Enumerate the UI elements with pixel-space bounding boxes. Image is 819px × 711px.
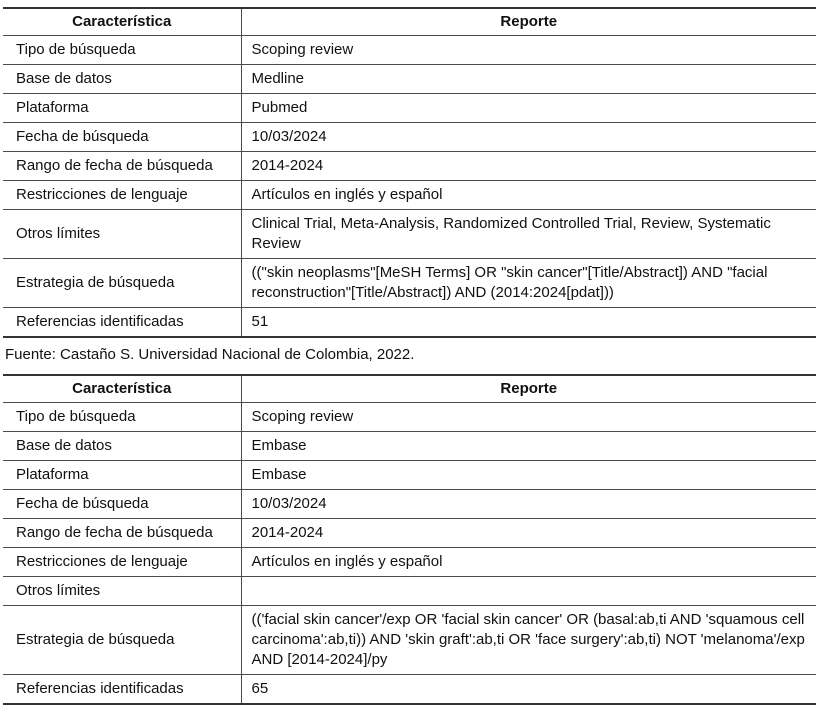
- row-value: 10/03/2024: [241, 123, 816, 152]
- row-value: Embase: [241, 461, 816, 490]
- row-label: Rango de fecha de búsqueda: [3, 152, 241, 181]
- row-value: Artículos en inglés y español: [241, 548, 816, 577]
- embase-search-table: [3, 374, 816, 705]
- table-row: [3, 259, 816, 308]
- header-row: [3, 8, 816, 36]
- row-label: Base de datos: [3, 432, 241, 461]
- row-label: Restricciones de lenguaje: [3, 181, 241, 210]
- row-value: Artículos en inglés y español: [241, 181, 816, 210]
- row-value: 10/03/2024: [241, 490, 816, 519]
- row-value: Clinical Trial, Meta-Analysis, Randomized Controlled Trial, Review, Systematic Review: [241, 210, 816, 259]
- row-value: 65: [251, 680, 269, 697]
- table-row: [3, 548, 816, 577]
- column-header-reporte: Reporte: [241, 8, 816, 36]
- source-caption: Fuente: Castaño S. Universidad Nacional de Colombia, 2022.: [5, 346, 415, 363]
- column-header-reporte: Reporte: [241, 375, 816, 403]
- row-value: Scoping review: [241, 36, 816, 65]
- row-label: Otros límites: [3, 210, 241, 259]
- row-label: Fecha de búsqueda: [3, 123, 241, 152]
- row-label: Plataforma: [3, 94, 241, 123]
- row-label: Estrategia de búsqueda: [3, 259, 241, 308]
- table-row: [3, 461, 816, 490]
- medline-search-table: [3, 7, 816, 338]
- row-value: 2014-2024: [241, 152, 816, 181]
- table-row: [3, 94, 816, 123]
- table-row: [3, 519, 816, 548]
- row-label: Tipo de búsqueda: [3, 36, 241, 65]
- medline-table-body: [3, 36, 816, 338]
- table-row: [3, 606, 816, 675]
- row-value: Embase: [241, 432, 816, 461]
- column-header-caracteristica: Característica: [3, 8, 241, 36]
- table-row: [3, 123, 816, 152]
- row-value: (("skin neoplasms"[MeSH Terms] OR "skin cancer"[Title/Abstract]) AND "facial reconstruction"[Title/Abstract]) AND (2014:2024[pdat])): [241, 259, 816, 308]
- row-value: (('facial skin cancer'/exp OR 'facial skin cancer' OR (basal:ab,ti AND 'squamous cell carcinoma':ab,ti)) AND 'skin graft':ab,ti OR 'face surgery':ab,ti) NOT 'melanoma'/exp AND [2014-2024]/py: [241, 606, 816, 675]
- header-row: [3, 375, 816, 403]
- column-header-caracteristica: Característica: [3, 375, 241, 403]
- table-row: [3, 577, 816, 606]
- table-row: [3, 308, 816, 338]
- table-row: [3, 36, 816, 65]
- embase-table-body: [3, 403, 816, 705]
- table-row: [3, 65, 816, 94]
- table-row: [3, 181, 816, 210]
- table-row: [3, 403, 816, 432]
- row-label: Rango de fecha de búsqueda: [3, 519, 241, 548]
- table-row: [3, 490, 816, 519]
- row-value: Scoping review: [241, 403, 816, 432]
- table-row: [3, 432, 816, 461]
- row-value: [241, 577, 816, 606]
- row-label: Base de datos: [3, 65, 241, 94]
- row-label: Otros límites: [3, 577, 241, 606]
- row-value: Pubmed: [241, 94, 816, 123]
- table-row: [3, 152, 816, 181]
- row-value: 2014-2024: [241, 519, 816, 548]
- table-row: [3, 210, 816, 259]
- row-label: Estrategia de búsqueda: [3, 606, 241, 675]
- table-row: [3, 675, 816, 705]
- row-label: Tipo de búsqueda: [3, 403, 241, 432]
- row-label: Restricciones de lenguaje: [3, 548, 241, 577]
- row-label: Fecha de búsqueda: [3, 490, 241, 519]
- row-label: Referencias identificadas: [3, 675, 241, 705]
- row-value: Medline: [241, 65, 816, 94]
- row-value: 51: [251, 313, 269, 330]
- row-label: Referencias identificadas: [3, 308, 241, 338]
- row-label: Plataforma: [3, 461, 241, 490]
